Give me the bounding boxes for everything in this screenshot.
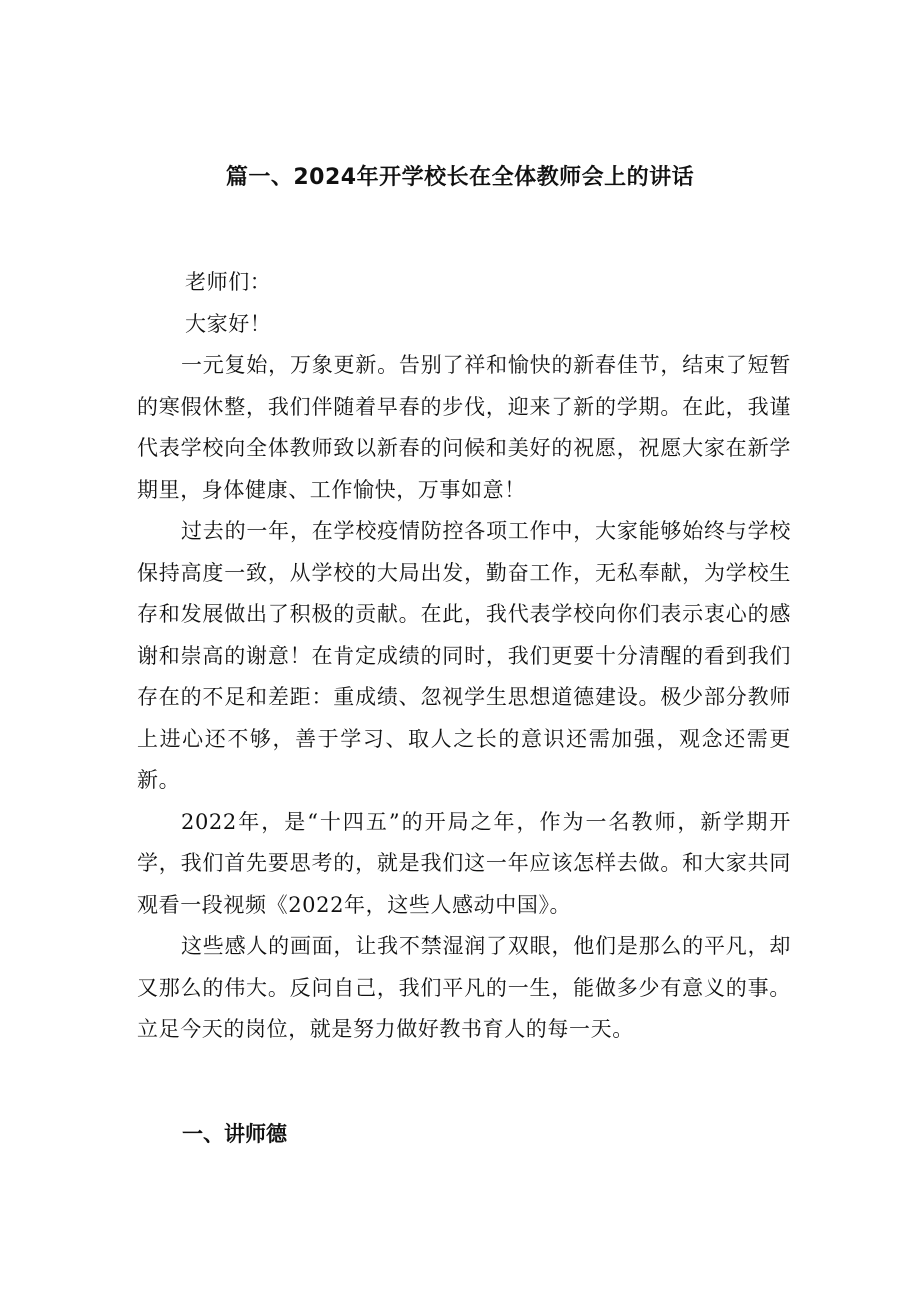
- paragraph-new-year: 一元复始，万象更新。告别了祥和愉快的新春佳节，结束了短暂的寒假休整，我们伴随着早春的步伐，迎来了新的学期。在此，我谨代表学校向全体教师致以新春的问候和美好的祝愿，祝愿大家在新学期里，身体健康、工作愉快，万事如意！: [137, 353, 791, 502]
- paragraph-2022: 2022年，是“十四五”的开局之年，作为一名教师，新学期开学，我们首先要思考的，就是我们这一年应该怎样去做。和大家共同观看一段视频《2022年，这些人感动中国》。: [137, 809, 791, 917]
- section-heading: 一、讲师德: [182, 1122, 287, 1146]
- greeting: 大家好！: [185, 311, 272, 336]
- paragraph-past-year: 过去的一年，在学校疫情防控各项工作中，大家能够始终与学校保持高度一致，从学校的大局出发，勤奋工作，无私奉献，为学校生存和发展做出了积极的贡献。在此，我代表学校向你们表示衷心的感谢和崇高的谢意！在肯定成绩的同时，我们更要十分清醒的看到我们存在的不足和差距：重成绩、忽视学生思想道德建设。极少部分教师上进心还不够，善于学习、取人之长的意识还需加强，观念还需更新。: [137, 519, 791, 792]
- paragraph-reflection: 这些感人的画面，让我不禁湿润了双眼，他们是那么的平凡，却又那么的伟大。反问自己，我们平凡的一生，能做多少有意义的事。立足今天的岗位，就是努力做好教书育人的每一天。: [137, 934, 791, 1041]
- document-title: 篇一、2024年开学校长在全体教师会上的讲话: [225, 165, 695, 190]
- document-body: [137, 262, 791, 1051]
- salutation: 老师们：: [185, 270, 272, 294]
